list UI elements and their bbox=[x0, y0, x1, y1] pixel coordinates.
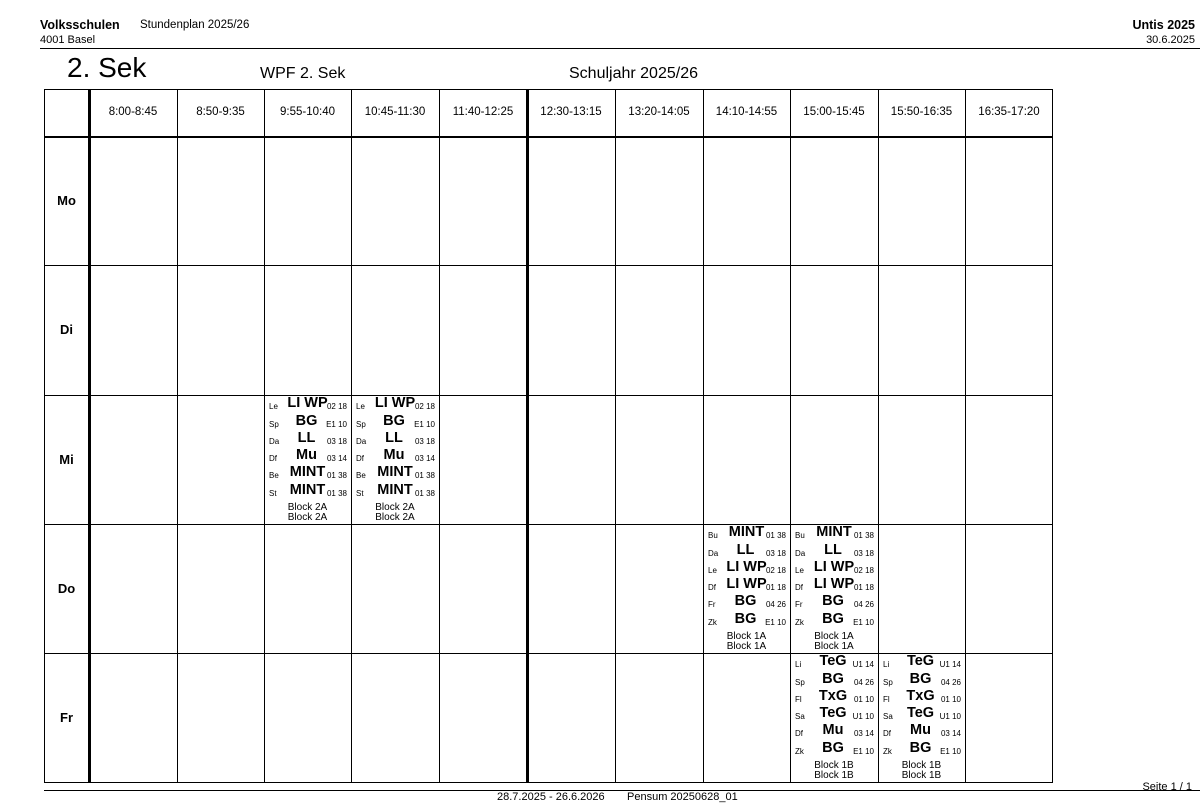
footer-pensum: Pensum 20250628_01 bbox=[627, 791, 738, 803]
teacher-code: Zk bbox=[708, 617, 717, 627]
grid-column-line bbox=[177, 89, 178, 783]
subject-code: LL bbox=[824, 541, 842, 558]
teacher-code: Fl bbox=[883, 694, 890, 704]
teacher-code: Da bbox=[269, 436, 280, 446]
header-divider bbox=[40, 48, 1200, 49]
subject-code: BG bbox=[822, 610, 844, 627]
lesson-entry bbox=[790, 741, 878, 758]
block-label: Block 1B bbox=[901, 770, 942, 781]
teacher-code: Le bbox=[795, 565, 804, 575]
lesson-entry bbox=[790, 654, 878, 671]
subject-code: TeG bbox=[819, 653, 847, 670]
subject-code: BG bbox=[822, 739, 844, 756]
subject-code: TxG bbox=[818, 687, 848, 704]
header-city: 4001 Basel bbox=[40, 34, 96, 46]
teacher-code: Sa bbox=[795, 712, 805, 722]
room-code: 02 18 bbox=[326, 402, 347, 412]
room-code: 01 38 bbox=[326, 471, 347, 481]
subject-code: BG bbox=[909, 739, 932, 756]
lesson-entry bbox=[878, 706, 965, 723]
subject-code: LI WP bbox=[726, 576, 767, 593]
teacher-code: Da bbox=[356, 436, 367, 446]
subject-code: MINT bbox=[289, 464, 326, 481]
subject-code: Mu bbox=[383, 447, 405, 464]
subject-code: TeG bbox=[906, 653, 935, 670]
room-code: 04 26 bbox=[940, 677, 961, 687]
subject-code: MINT bbox=[816, 524, 852, 541]
teacher-code: Da bbox=[795, 548, 806, 558]
teacher-code: Df bbox=[708, 583, 716, 593]
lesson-entry bbox=[790, 577, 878, 594]
lesson-entry bbox=[351, 396, 439, 413]
subject-code: LI WP bbox=[287, 395, 328, 412]
room-code: 04 26 bbox=[853, 677, 874, 687]
block-label: Block 1A bbox=[814, 641, 854, 652]
teacher-code: Df bbox=[795, 729, 803, 739]
room-code: E1 10 bbox=[765, 617, 786, 627]
teacher-code: Li bbox=[795, 660, 802, 670]
lesson-entry bbox=[703, 525, 790, 542]
lesson-entry bbox=[790, 723, 878, 740]
lesson-cell[interactable] bbox=[703, 525, 790, 652]
time-slot-header: 14:10-14:55 bbox=[715, 106, 778, 118]
room-code: 01 38 bbox=[853, 531, 874, 541]
block-label: Block 2A bbox=[287, 512, 328, 523]
subject-code: BG bbox=[822, 593, 844, 610]
teacher-code: Le bbox=[356, 402, 365, 412]
teacher-code: Sa bbox=[883, 712, 893, 722]
grid-row-line bbox=[44, 524, 1053, 525]
subject-code: LI WP bbox=[813, 576, 855, 593]
day-label-do: Do bbox=[57, 580, 76, 596]
room-code: 02 18 bbox=[765, 565, 786, 575]
subject-code: BG bbox=[734, 610, 757, 627]
lesson-entry bbox=[790, 671, 878, 688]
subject-code: TxG bbox=[906, 687, 935, 704]
subject-code: MINT bbox=[377, 481, 413, 498]
day-label-di: Di bbox=[60, 322, 73, 337]
lesson-entry bbox=[878, 723, 965, 740]
subject-code: LL bbox=[736, 541, 755, 558]
footer-divider bbox=[44, 790, 1200, 791]
teacher-code: Df bbox=[356, 454, 364, 464]
time-slot-header: 8:00-8:45 bbox=[108, 106, 158, 118]
grid-column-line bbox=[1052, 89, 1053, 783]
header-school: Volksschulen bbox=[40, 18, 120, 32]
room-code: U1 14 bbox=[939, 660, 961, 670]
timetable-grid bbox=[44, 89, 1053, 783]
room-code: U1 14 bbox=[852, 660, 874, 670]
grid-row-line bbox=[44, 782, 1053, 783]
lesson-entry bbox=[351, 413, 439, 430]
subject-code: LI WP bbox=[813, 558, 855, 575]
lesson-entry bbox=[703, 577, 790, 594]
room-code: 03 18 bbox=[326, 436, 347, 446]
time-slot-header: 10:45-11:30 bbox=[364, 106, 426, 118]
subject-code: BG bbox=[822, 670, 844, 687]
teacher-code: Li bbox=[883, 660, 890, 670]
lesson-entry bbox=[878, 689, 965, 706]
lesson-cell[interactable] bbox=[264, 396, 351, 523]
room-code: 03 18 bbox=[853, 548, 874, 558]
lesson-entry bbox=[351, 483, 439, 500]
grid-column-line bbox=[615, 89, 616, 783]
room-code: U1 10 bbox=[852, 712, 874, 722]
time-slot-header: 15:50-16:35 bbox=[890, 106, 953, 118]
subject-code: Mu bbox=[910, 722, 931, 739]
day-label-mo: Mo bbox=[57, 192, 76, 208]
subject-code: BG bbox=[909, 670, 932, 687]
subject-code: BG bbox=[383, 412, 405, 429]
footer-date-range: 28.7.2025 - 26.6.2026 bbox=[497, 791, 605, 803]
teacher-code: Fr bbox=[795, 600, 803, 610]
room-code: 03 14 bbox=[326, 454, 347, 464]
grid-column-line bbox=[526, 89, 529, 783]
lesson-entry bbox=[264, 483, 351, 500]
room-code: E1 10 bbox=[853, 617, 874, 627]
room-code: 01 38 bbox=[765, 531, 786, 541]
room-code: 01 10 bbox=[853, 694, 874, 704]
room-code: E1 10 bbox=[414, 419, 435, 429]
lesson-entry bbox=[351, 431, 439, 448]
subject-code: BG bbox=[295, 412, 318, 429]
lesson-entry bbox=[790, 594, 878, 611]
day-label-mi: Mi bbox=[59, 451, 74, 467]
lesson-cell[interactable] bbox=[351, 396, 439, 523]
room-code: 03 18 bbox=[414, 436, 435, 446]
block-label: Block 1A bbox=[726, 631, 767, 642]
lesson-entry bbox=[703, 542, 790, 559]
lesson-entry bbox=[703, 594, 790, 611]
teacher-code: Fl bbox=[795, 694, 802, 704]
teacher-code: Zk bbox=[795, 617, 804, 627]
teacher-code: Le bbox=[708, 565, 717, 575]
subject-code: LI WP bbox=[726, 558, 767, 575]
lesson-entry bbox=[264, 448, 351, 465]
time-slot-header: 15:00-15:45 bbox=[803, 106, 865, 118]
subject-code: LL bbox=[385, 429, 403, 446]
lesson-entry bbox=[351, 448, 439, 465]
lesson-entry bbox=[790, 542, 878, 559]
subject-code: BG bbox=[734, 593, 757, 610]
lesson-entry bbox=[264, 431, 351, 448]
room-code: E1 10 bbox=[853, 746, 874, 756]
block-label: Block 2A bbox=[287, 502, 328, 513]
teacher-code: Zk bbox=[795, 746, 804, 756]
time-slot-header: 13:20-14:05 bbox=[628, 106, 690, 118]
room-code: 02 18 bbox=[414, 402, 435, 412]
teacher-code: Fr bbox=[708, 600, 716, 610]
room-code: 01 38 bbox=[414, 471, 435, 481]
header-app: Untis 2025 bbox=[1132, 18, 1195, 32]
time-slot-header: 9:55-10:40 bbox=[280, 106, 335, 118]
lesson-entry bbox=[790, 689, 878, 706]
block-label: Block 2A bbox=[375, 512, 415, 523]
teacher-code: Sp bbox=[356, 419, 366, 429]
header-date: 30.6.2025 bbox=[1146, 34, 1195, 46]
lesson-entry bbox=[878, 741, 965, 758]
lesson-entry bbox=[790, 612, 878, 629]
lesson-entry bbox=[790, 525, 878, 542]
room-code: 01 38 bbox=[326, 488, 347, 498]
subject-code: MINT bbox=[289, 481, 326, 498]
room-code: 01 38 bbox=[414, 488, 435, 498]
block-label: Block 1A bbox=[726, 641, 767, 652]
subject-code: LL bbox=[297, 429, 316, 446]
time-slot-header: 16:35-17:20 bbox=[978, 106, 1040, 118]
lesson-entry bbox=[264, 413, 351, 430]
subject-code: MINT bbox=[377, 464, 413, 481]
footer-page-number: Seite 1 / 1 bbox=[1142, 781, 1192, 793]
lesson-entry bbox=[264, 396, 351, 413]
room-code: 03 14 bbox=[853, 729, 874, 739]
room-code: 01 18 bbox=[853, 583, 874, 593]
time-slot-header: 11:40-12:25 bbox=[452, 106, 514, 118]
grid-row-line bbox=[44, 136, 1053, 138]
header-plan: Stundenplan 2025/26 bbox=[140, 19, 250, 31]
teacher-code: Df bbox=[795, 583, 803, 593]
room-code: 01 10 bbox=[940, 694, 961, 704]
room-code: E1 10 bbox=[326, 419, 347, 429]
lesson-entry bbox=[878, 671, 965, 688]
room-code: 03 14 bbox=[940, 729, 961, 739]
grid-column-line bbox=[703, 89, 704, 783]
teacher-code: Sp bbox=[269, 419, 279, 429]
block-label: Block 1A bbox=[814, 631, 854, 642]
page-title: 2. Sek bbox=[67, 52, 147, 83]
teacher-code: Be bbox=[269, 471, 279, 481]
room-code: 01 18 bbox=[765, 583, 786, 593]
subject-code: TeG bbox=[906, 705, 935, 722]
grid-column-line bbox=[965, 89, 966, 783]
block-label: Block 1B bbox=[814, 760, 854, 771]
lesson-entry bbox=[790, 560, 878, 577]
lesson-entry bbox=[878, 654, 965, 671]
time-slot-header: 8:50-9:35 bbox=[196, 106, 245, 118]
subject-code: TeG bbox=[819, 705, 847, 722]
teacher-code: Da bbox=[708, 548, 719, 558]
grid-row-line bbox=[44, 395, 1053, 396]
day-label-fr: Fr bbox=[60, 710, 73, 725]
grid-row-line bbox=[44, 265, 1053, 266]
grid-column-line bbox=[439, 89, 440, 783]
lesson-entry bbox=[264, 465, 351, 482]
subject-code: Mu bbox=[822, 722, 844, 739]
lesson-cell[interactable] bbox=[790, 525, 878, 652]
block-label: Block 1B bbox=[814, 770, 854, 781]
lesson-entry bbox=[703, 560, 790, 577]
subject-code: Mu bbox=[296, 447, 317, 464]
room-code: 02 18 bbox=[853, 565, 874, 575]
lesson-entry bbox=[790, 706, 878, 723]
teacher-code: St bbox=[356, 488, 364, 498]
time-slot-header: 12:30-13:15 bbox=[540, 106, 602, 118]
room-code: 04 26 bbox=[765, 600, 786, 610]
teacher-code: Df bbox=[883, 729, 891, 739]
lesson-cell[interactable] bbox=[790, 654, 878, 782]
teacher-code: Zk bbox=[883, 746, 892, 756]
teacher-code: Df bbox=[269, 454, 277, 464]
lesson-cell[interactable] bbox=[878, 654, 965, 782]
room-code: 03 18 bbox=[765, 548, 786, 558]
room-code: U1 10 bbox=[939, 712, 961, 722]
lesson-entry bbox=[351, 465, 439, 482]
room-code: 03 14 bbox=[414, 454, 435, 464]
teacher-code: Bu bbox=[795, 531, 805, 541]
teacher-code: Sp bbox=[795, 677, 805, 687]
room-code: 04 26 bbox=[853, 600, 874, 610]
room-code: E1 10 bbox=[940, 746, 961, 756]
block-label: Block 1B bbox=[901, 760, 942, 771]
teacher-code: Le bbox=[269, 402, 278, 412]
subject-code: MINT bbox=[728, 524, 765, 541]
class-subtitle: WPF 2. Sek bbox=[260, 65, 346, 82]
teacher-code: Be bbox=[356, 471, 366, 481]
teacher-code: Bu bbox=[708, 531, 718, 541]
teacher-code: St bbox=[269, 488, 277, 498]
school-year-title: Schuljahr 2025/26 bbox=[569, 65, 698, 82]
subject-code: LI WP bbox=[374, 395, 416, 412]
lesson-entry bbox=[703, 612, 790, 629]
teacher-code: Sp bbox=[883, 677, 893, 687]
block-label: Block 2A bbox=[375, 502, 415, 513]
